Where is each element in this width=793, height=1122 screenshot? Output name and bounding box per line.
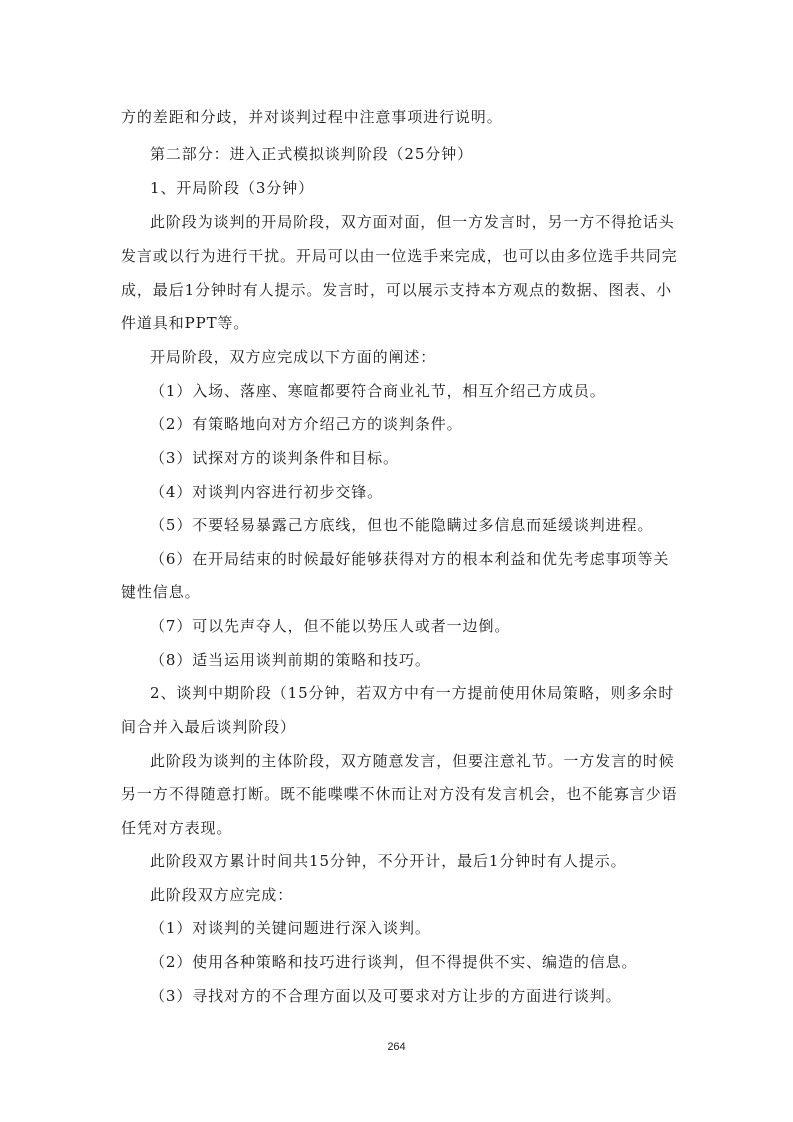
list-item: （4）对谈判内容进行初步交锋。 xyxy=(150,483,384,501)
list-item: （8）适当运用谈判前期的策略和技巧。 xyxy=(150,651,431,669)
list-item: （7）可以先声夺人，但不能以势压人或者一边倒。 xyxy=(150,617,511,635)
paragraph-line: 开局阶段，双方应完成以下方面的阐述： xyxy=(150,348,437,366)
list-item: （2）使用各种策略和技巧进行谈判，但不得提供不实、编造的信息。 xyxy=(150,953,638,971)
list-item: （6）在开局结束的时候最好能够获得对方的根本利益和优先考虑事项等关 xyxy=(150,550,670,568)
list-item: （3）试探对方的谈判条件和目标。 xyxy=(150,449,399,467)
paragraph-line: 件道具和PPT等。 xyxy=(121,314,250,332)
subsection-heading: 1、开局阶段（3分钟） xyxy=(150,179,314,197)
list-item-continuation: 键性信息。 xyxy=(121,583,201,601)
paragraph-line: 另一方不得随意打断。既不能喋喋不休而让对方没有发言机会，也不能寡言少语 xyxy=(121,785,678,803)
paragraph-line: 发言或以行为进行干扰。开局可以由一位选手来完成，也可以由多位选手共同完 xyxy=(121,247,678,265)
page-number: 264 xyxy=(387,1041,406,1053)
paragraph-line: 任凭对方表现。 xyxy=(121,819,233,837)
subsection-heading-continuation: 间合并入最后谈判阶段） xyxy=(121,718,296,736)
list-item: （3）寻找对方的不合理方面以及可要求对方让步的方面进行谈判。 xyxy=(150,987,622,1005)
section-heading: 第二部分：进入正式模拟谈判阶段（25分钟） xyxy=(150,145,473,163)
subsection-heading: 2、谈判中期阶段（15分钟，若双方中有一方提前使用休局策略，则多余时 xyxy=(150,684,675,702)
list-item: （2）有策略地向对方介绍己方的谈判条件。 xyxy=(150,415,463,433)
paragraph-line: 此阶段为谈判的开局阶段，双方面对面，但一方发言时，另一方不得抢话头 xyxy=(150,213,675,231)
list-item: （5）不要轻易暴露己方底线，但也不能隐瞒过多信息而延缓谈判进程。 xyxy=(150,516,654,534)
paragraph-line: 此阶段为谈判的主体阶段，双方随意发言，但要注意礼节。一方发言的时候 xyxy=(150,752,675,770)
paragraph-line: 成，最后1分钟时有人提示。发言时，可以展示支持本方观点的数据、图表、小 xyxy=(121,281,673,299)
paragraph-line: 方的差距和分歧，并对谈判过程中注意事项进行说明。 xyxy=(121,108,503,126)
paragraph-line: 此阶段双方应完成： xyxy=(150,886,294,904)
list-item: （1）入场、落座、寒暄都要符合商业礼节，相互介绍己方成员。 xyxy=(150,382,606,400)
list-item: （1）对谈判的关键问题进行深入谈判。 xyxy=(150,919,431,937)
paragraph-line: 此阶段双方累计时间共15分钟，不分开计，最后1分钟时有人提示。 xyxy=(150,852,627,870)
